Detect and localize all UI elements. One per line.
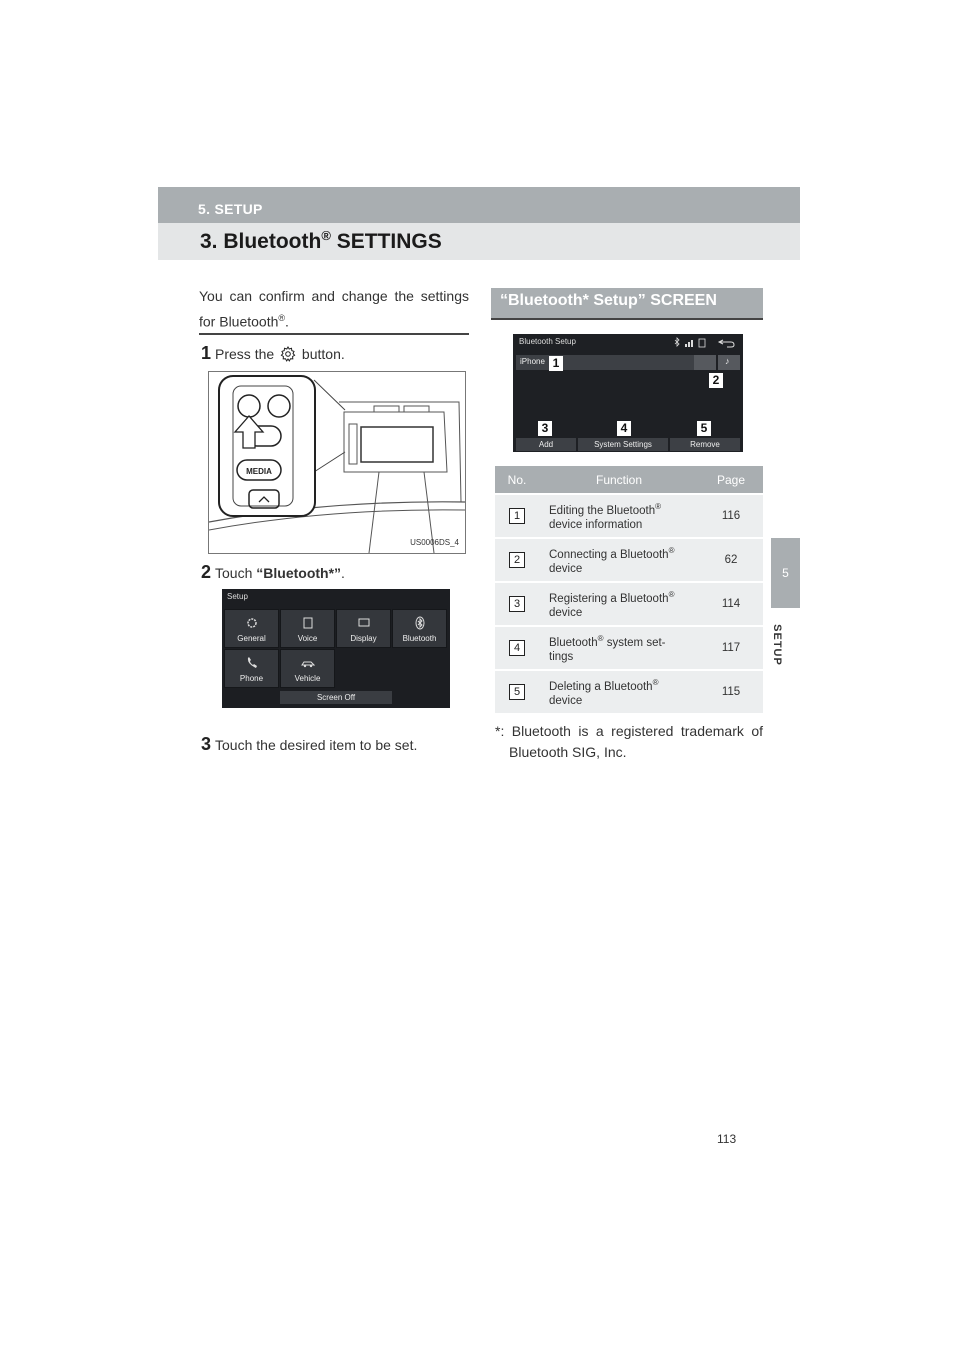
page-ref[interactable]: 116 xyxy=(699,493,763,537)
page-title-main: 3. Bluetooth xyxy=(200,230,322,253)
function-line-2: device xyxy=(549,562,583,575)
chapter-band xyxy=(158,187,800,223)
tile-general[interactable] xyxy=(224,609,279,648)
row-number: 3 xyxy=(509,596,525,612)
header-function: Function xyxy=(539,466,699,493)
function-line-1-rest: system set- xyxy=(603,636,666,649)
music-note-icon: ♪ xyxy=(725,356,730,366)
system-settings-button[interactable]: System Settings xyxy=(578,438,668,451)
voice-icon xyxy=(301,616,315,630)
function-cell xyxy=(539,669,699,713)
step-text: Press the xyxy=(215,346,279,362)
function-line-2: device information xyxy=(549,518,643,531)
intro-box xyxy=(199,285,469,335)
tile-display[interactable] xyxy=(336,609,391,648)
add-button[interactable]: Add xyxy=(516,438,576,451)
intro-reg: ® xyxy=(278,313,286,323)
step-text: Touch the desired item to be set. xyxy=(215,737,418,753)
tile-bluetooth[interactable] xyxy=(392,609,447,648)
intro-text: You can confirm and change the settings for Bluetooth xyxy=(199,288,469,330)
page-number: 113 xyxy=(717,1132,737,1146)
table-row xyxy=(495,669,763,713)
tile-label: Phone xyxy=(239,674,264,683)
footnote xyxy=(495,721,763,763)
tile-label: General xyxy=(237,634,266,643)
chapter-title: 5. SETUP xyxy=(198,201,263,217)
step-text: Touch xyxy=(215,565,257,581)
device-row[interactable] xyxy=(516,355,706,370)
header-no: No. xyxy=(495,466,539,493)
page-title-suffix: SETTINGS xyxy=(330,230,442,253)
step-number: 1 xyxy=(201,343,212,363)
device-name: iPhone xyxy=(520,357,545,366)
page-ref[interactable]: 117 xyxy=(699,625,763,669)
step-number: 3 xyxy=(201,734,212,754)
image-code: US0006DS_4 xyxy=(410,538,459,547)
table-row xyxy=(495,537,763,581)
function-line-1: Registering a Bluetooth xyxy=(549,592,669,605)
callout-2: 2 xyxy=(709,373,723,388)
row-number-cell xyxy=(495,669,539,713)
vehicle-icon xyxy=(301,656,315,670)
tile-label: Bluetooth xyxy=(402,634,437,643)
gear-icon xyxy=(245,616,259,630)
step-3 xyxy=(201,734,417,755)
table-row xyxy=(495,625,763,669)
function-line-2: device xyxy=(549,694,583,707)
callout-3: 3 xyxy=(538,421,552,436)
step-target: “Bluetooth*” xyxy=(256,565,342,581)
row-number-cell xyxy=(495,537,539,581)
media-button-label: MEDIA xyxy=(246,467,272,476)
row-number: 2 xyxy=(509,552,525,568)
tile-label: Vehicle xyxy=(294,674,321,683)
function-cell xyxy=(539,581,699,625)
step-2 xyxy=(201,562,345,583)
row-number-cell xyxy=(495,493,539,537)
function-table xyxy=(495,466,763,713)
tile-label: Display xyxy=(350,634,377,643)
display-icon xyxy=(357,616,371,630)
function-cell xyxy=(539,493,699,537)
section-heading-text: “Bluetooth* Setup” SCREEN xyxy=(500,292,717,309)
page-ref[interactable]: 62 xyxy=(699,537,763,581)
registered-mark: ® xyxy=(597,634,604,644)
bluetooth-setup-screen-image xyxy=(513,334,743,452)
chapter-tab[interactable] xyxy=(771,538,800,608)
page-title xyxy=(200,228,442,254)
function-line-1: Deleting a Bluetooth xyxy=(549,680,653,693)
section-heading xyxy=(491,288,763,320)
footnote-line-1: *: Bluetooth is a registered trademark of xyxy=(495,723,763,739)
registered-mark: ® xyxy=(652,678,659,688)
console-drawing xyxy=(209,372,465,553)
row-number-cell xyxy=(495,581,539,625)
registered-mark: ® xyxy=(668,546,675,556)
registered-mark: ® xyxy=(321,228,331,243)
registered-mark: ® xyxy=(655,502,662,512)
connect-button[interactable] xyxy=(694,355,716,370)
step-text-end: button. xyxy=(298,346,345,362)
table-row xyxy=(495,493,763,537)
function-cell xyxy=(539,625,699,669)
bt-screen-title: Bluetooth Setup xyxy=(519,337,576,346)
audio-button[interactable] xyxy=(718,355,740,370)
screen-off-button[interactable]: Screen Off xyxy=(280,691,392,704)
row-number-cell xyxy=(495,625,539,669)
chapter-tab-label: SETUP xyxy=(770,624,783,666)
header-page: Page xyxy=(699,466,763,493)
step-text-end: . xyxy=(341,565,345,581)
step-1 xyxy=(201,343,345,364)
function-line-2: tings xyxy=(549,650,574,663)
remove-button[interactable]: Remove xyxy=(670,438,740,451)
table-row xyxy=(495,581,763,625)
intro-end: . xyxy=(285,313,289,330)
row-number: 1 xyxy=(509,508,525,524)
chapter-tab-label-wrap xyxy=(770,617,794,677)
tile-vehicle[interactable] xyxy=(280,649,335,688)
section-band xyxy=(158,223,800,260)
callout-4: 4 xyxy=(617,421,631,436)
function-line-1: Connecting a Bluetooth xyxy=(549,548,669,561)
tile-label: Voice xyxy=(297,634,318,643)
page-ref[interactable]: 115 xyxy=(699,669,763,713)
gear-icon xyxy=(280,346,296,362)
function-cell xyxy=(539,537,699,581)
setup-screen-image xyxy=(222,589,450,708)
tile-phone[interactable] xyxy=(224,649,279,688)
status-icons xyxy=(671,337,741,349)
row-number: 5 xyxy=(509,684,525,700)
step-number: 2 xyxy=(201,562,212,582)
page-ref[interactable]: 114 xyxy=(699,581,763,625)
function-line-2: device xyxy=(549,606,583,619)
registered-mark: ® xyxy=(668,590,675,600)
footnote-line-2: Bluetooth SIG, Inc. xyxy=(509,744,627,760)
function-line-1: Editing the Bluetooth xyxy=(549,504,656,517)
callout-5: 5 xyxy=(697,421,711,436)
phone-icon xyxy=(245,656,259,670)
bluetooth-icon xyxy=(413,616,427,630)
function-line-1: Bluetooth xyxy=(549,636,598,649)
table-header-row xyxy=(495,466,763,493)
setup-screen-title: Setup xyxy=(227,592,248,601)
row-number: 4 xyxy=(509,640,525,656)
chapter-tab-number: 5 xyxy=(782,566,789,580)
console-illustration xyxy=(208,371,466,554)
callout-1: 1 xyxy=(549,356,563,371)
tile-voice[interactable] xyxy=(280,609,335,648)
